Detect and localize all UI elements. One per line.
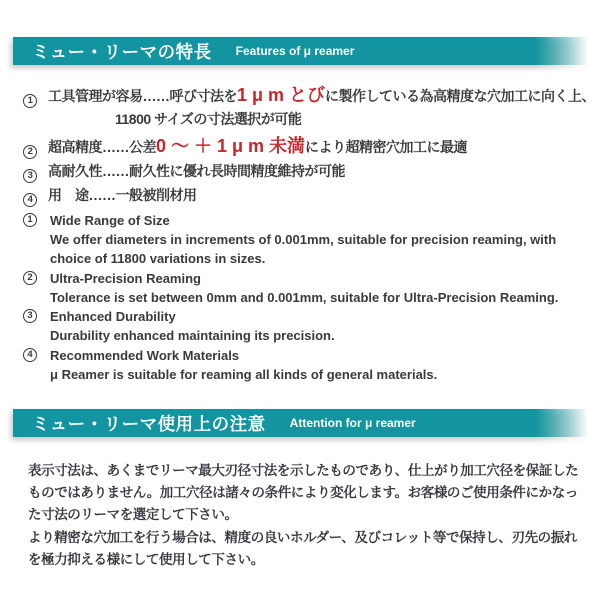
circled-number-4: 4 xyxy=(23,193,37,207)
feature-en-item-3 xyxy=(23,307,580,345)
feature-jp-3-text: 高耐久性……耐久性に優れ長時間精度維持が可能 xyxy=(48,163,345,179)
circled-number-1: 1 xyxy=(23,94,37,108)
features-header-bar xyxy=(13,37,600,65)
feature-jp-2-post: により超精密穴加工に最適 xyxy=(305,139,468,155)
feature-jp-item-4 xyxy=(23,183,594,207)
attention-title-japanese: ミュー・リーマ使用上の注意 xyxy=(32,413,266,434)
feature-en-item-1 xyxy=(23,211,580,268)
attention-paragraph-1: 表示寸法は、あくまでリーマ最大刃径寸法を示したものであり、仕上がり加工穴径を保証したものではありません。加工穴径は諸々の条件により変化します。お客様のご使用条件にかなった寸法のリーマを選定して下さい。 xyxy=(28,463,579,522)
feature-en-4-body: μ Reamer is suitable for reaming all kinds of general materials. xyxy=(50,367,438,382)
feature-en-item-4 xyxy=(23,346,580,384)
features-title-english: Features of μ reamer xyxy=(235,44,355,58)
feature-jp-item-2 xyxy=(23,134,594,159)
feature-jp-2-pre: 超高精度……公差 xyxy=(48,139,156,155)
feature-en-2-heading: Ultra-Precision Reaming xyxy=(50,271,201,286)
feature-en-3-heading: Enhanced Durability xyxy=(50,309,176,324)
feature-jp-4-text: 用 途……一般被削材用 xyxy=(48,187,197,203)
circled-number-4-en: 4 xyxy=(23,348,37,362)
feature-jp-1-pre: 工具管理が容易……呼び寸法を xyxy=(48,88,237,104)
feature-jp-2-emphasis: 0 ～ ＋ 1 μ m 未満 xyxy=(156,136,306,156)
circled-number-1-en: 1 xyxy=(23,213,37,227)
circled-number-3: 3 xyxy=(23,169,37,183)
features-title-japanese: ミュー・リーマの特長 xyxy=(32,41,212,62)
feature-jp-1-emphasis: 1 μ m とび xyxy=(237,85,326,105)
feature-jp-item-3 xyxy=(23,159,594,183)
feature-en-4-heading: Recommended Work Materials xyxy=(50,348,240,363)
attention-paragraph-2: より精密な穴加工を行う場合は、精度の良いホルダー、及びコレット等で保持し、刃先の振れを極力抑える様にして使用して下さい。 xyxy=(28,530,577,567)
feature-jp-item-1 xyxy=(23,83,594,108)
attention-title-english: Attention for μ reamer xyxy=(289,416,416,430)
feature-en-3-body: Durability enhanced maintaining its precision. xyxy=(50,328,335,343)
attention-header-bar xyxy=(13,409,600,437)
feature-en-2-body: Tolerance is set between 0mm and 0.001mm, suitable for Ultra-Precision Reaming. xyxy=(50,290,559,305)
feature-en-1-heading: Wide Range of Size xyxy=(50,213,170,228)
circled-number-2: 2 xyxy=(23,145,37,159)
circled-number-2-en: 2 xyxy=(23,271,37,285)
feature-jp-item-1-line2: 11800 サイズの寸法選択が可能 xyxy=(115,111,302,127)
feature-jp-1-post: に製作している為高精度な穴加工に向く上、 xyxy=(325,88,596,104)
circled-number-3-en: 3 xyxy=(23,309,37,323)
feature-en-1-body: We offer diameters in increments of 0.001mm, suitable for precision reaming, with choice of 11800 variations in sizes. xyxy=(50,232,557,266)
feature-en-item-2 xyxy=(23,269,580,307)
